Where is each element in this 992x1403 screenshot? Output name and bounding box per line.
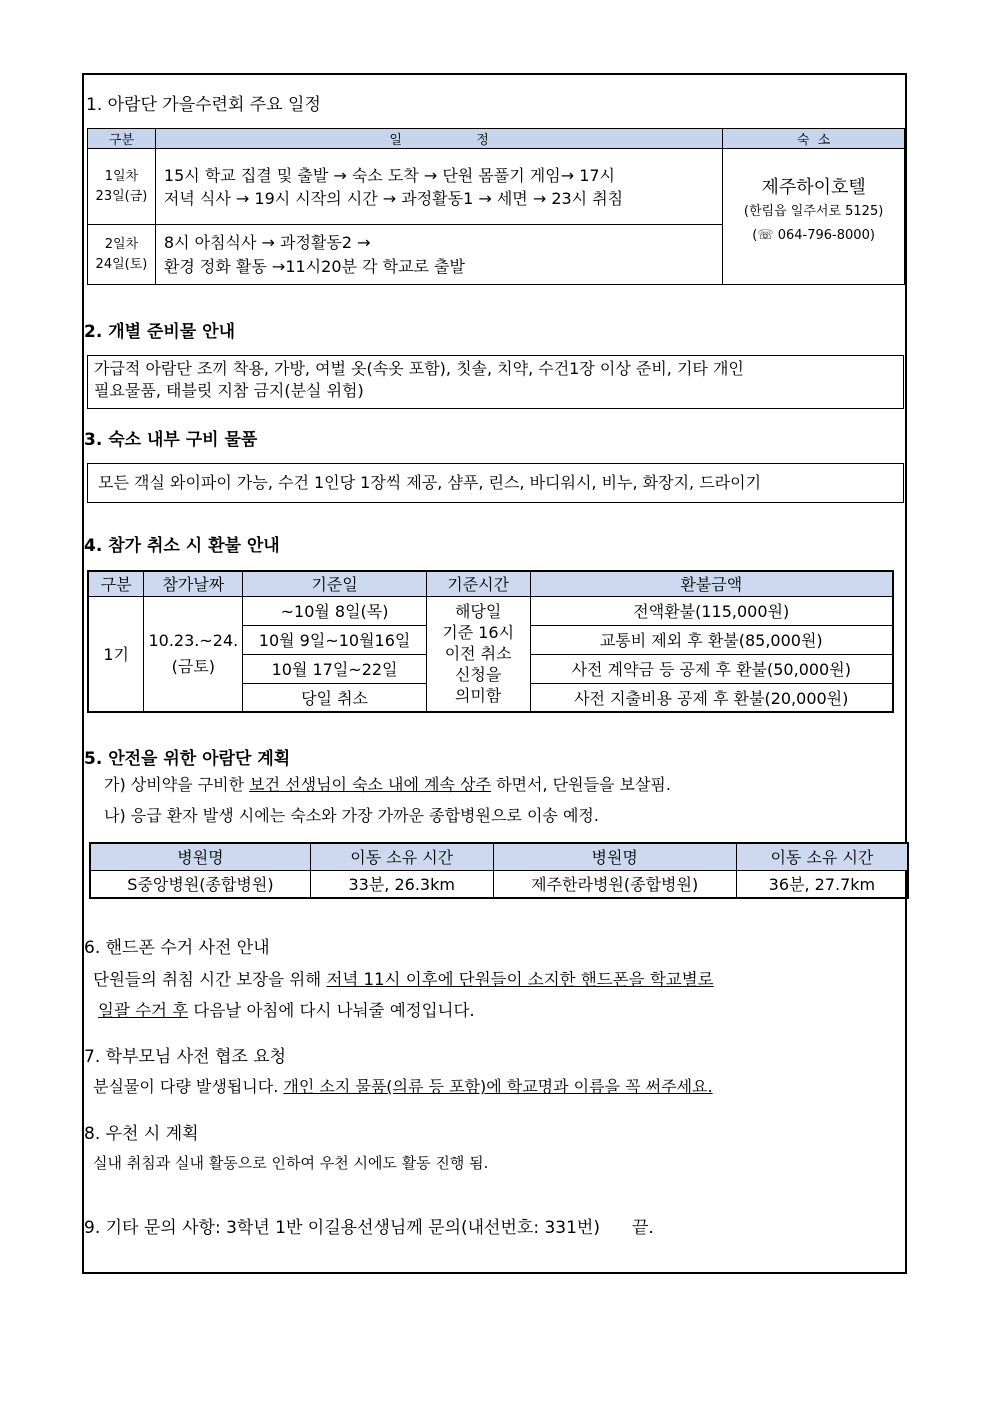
hospital-header-name-1: 병원명 (90, 843, 310, 870)
lodging-name: 제주하이호텔 (761, 176, 866, 198)
refund-table (87, 570, 894, 713)
schedule-day-2-plan: 8시 아침식사 → 과정활동2 → 환경 정화 활동 →11시20분 각 학교로 출발 (155, 225, 722, 285)
refund-amount-1: 전액환불(115,000원) (530, 596, 893, 625)
lodging-address: (한림읍 일주서로 5125) (743, 203, 884, 219)
safety-plan-b: 나) 응급 환자 발생 시에는 숙소와 가장 가까운 종합병원으로 이송 예정. (104, 806, 599, 825)
schedule-header-lodging: 숙 소 (723, 129, 905, 149)
schedule-day-1: 1일차 23일(금) (88, 149, 156, 225)
hospital-header-time-2: 이동 소유 시간 (736, 843, 908, 870)
schedule-day-1-plan: 15시 학교 집결 및 출발 → 숙소 도착 → 단원 몸풀기 게임→ 17시 저녁 식사 → 19시 시작의 시간 → 과정활동1 → 세면 → 23시 취침 (155, 149, 722, 225)
section-3-title: 3. 숙소 내부 구비 물품 (84, 430, 258, 450)
refund-participation-date: 10.23.~24. (금토) (144, 596, 243, 712)
refund-group: 1기 (88, 596, 144, 712)
phone-collection-line-2: 일괄 수거 후 다음날 아침에 다시 나눠줄 예정입니다. (98, 1001, 475, 1020)
refund-basis-date-2: 10월 9일~10월16일 (243, 625, 426, 654)
amenities-box: 모든 객실 와이파이 가능, 수건 1인당 1장씩 제공, 샴푸, 린스, 바디워시, 비누, 화장지, 드라이기 (87, 463, 904, 503)
lodging-cell (723, 149, 905, 285)
section-2-title: 2. 개별 준비물 안내 (84, 322, 235, 342)
hospital-time-1: 33분, 26.3km (310, 870, 493, 898)
schedule-header-type: 구분 (88, 129, 156, 149)
hospital-header-time-1: 이동 소유 시간 (310, 843, 493, 870)
lodging-phone: (☏ 064-796-8000) (752, 227, 875, 243)
refund-amount-3: 사전 계약금 등 공제 후 환불(50,000원) (530, 654, 893, 683)
section-7-title: 7. 학부모님 사전 협조 요청 (84, 1047, 287, 1067)
section-9-title: 9. 기타 문의 사항: 3학년 1반 이길용선생님께 문의(내선번호: 331번) 끝. (84, 1218, 654, 1238)
end-mark: 끝. (631, 1218, 654, 1238)
refund-basis-time: 해당일 기준 16시 이전 취소 신청을 의미함 (426, 596, 530, 712)
parent-request: 분실물이 다량 발생됩니다. 개인 소지 물품(의류 등 포함)에 학교명과 이름을 꼭 써주세요. (93, 1077, 713, 1096)
supplies-box: 가급적 아람단 조끼 착용, 가방, 여벌 옷(속옷 포함), 칫솔, 치약, 수건1장 이상 준비, 기타 개인 필요물품, 태블릿 지참 금지(분실 위험) (87, 355, 904, 409)
section-5-title: 5. 안전을 위한 아람단 계획 (84, 749, 291, 769)
hospital-name-2: 제주한라병원(종합병원) (493, 870, 736, 898)
refund-header-basis-date: 기준일 (243, 571, 426, 596)
phone-collection-line-1: 단원들의 취침 시간 보장을 위해 저녁 11시 이후에 단원들이 소지한 핸드폰을 학교별로 (93, 970, 714, 989)
schedule-day-2: 2일차 24일(토) (88, 225, 156, 285)
hospital-time-2: 36분, 27.7km (736, 870, 908, 898)
section-6-title: 6. 핸드폰 수거 사전 안내 (84, 938, 270, 958)
safety-plan-a: 가) 상비약을 구비한 보건 선생님이 숙소 내에 계속 상주 하면서, 단원들을 보살핌. (104, 775, 671, 794)
refund-basis-date-1: ~10월 8일(목) (243, 596, 426, 625)
section-8-title: 8. 우천 시 계획 (84, 1124, 199, 1144)
hospital-header-name-2: 병원명 (493, 843, 736, 870)
rain-plan: 실내 취침과 실내 활동으로 인하여 우천 시에도 활동 진행 됨. (93, 1154, 489, 1172)
hospital-table (89, 842, 909, 899)
schedule-header-plan: 일 정 (155, 129, 722, 149)
schedule-table (87, 128, 905, 285)
refund-amount-2: 교통비 제외 후 환불(85,000원) (530, 625, 893, 654)
refund-basis-date-3: 10월 17일~22일 (243, 654, 426, 683)
refund-header-amount: 환불금액 (530, 571, 893, 596)
refund-header-type: 구분 (88, 571, 144, 596)
hospital-name-1: S중앙병원(종합병원) (90, 870, 310, 898)
section-4-title: 4. 참가 취소 시 환불 안내 (84, 536, 280, 556)
refund-amount-4: 사전 지출비용 공제 후 환불(20,000원) (530, 683, 893, 712)
refund-header-date: 참가날짜 (144, 571, 243, 596)
refund-basis-date-4: 당일 취소 (243, 683, 426, 712)
section-1-title: 1. 아람단 가을수련회 주요 일정 (86, 95, 321, 115)
refund-header-basis-time: 기준시간 (426, 571, 530, 596)
